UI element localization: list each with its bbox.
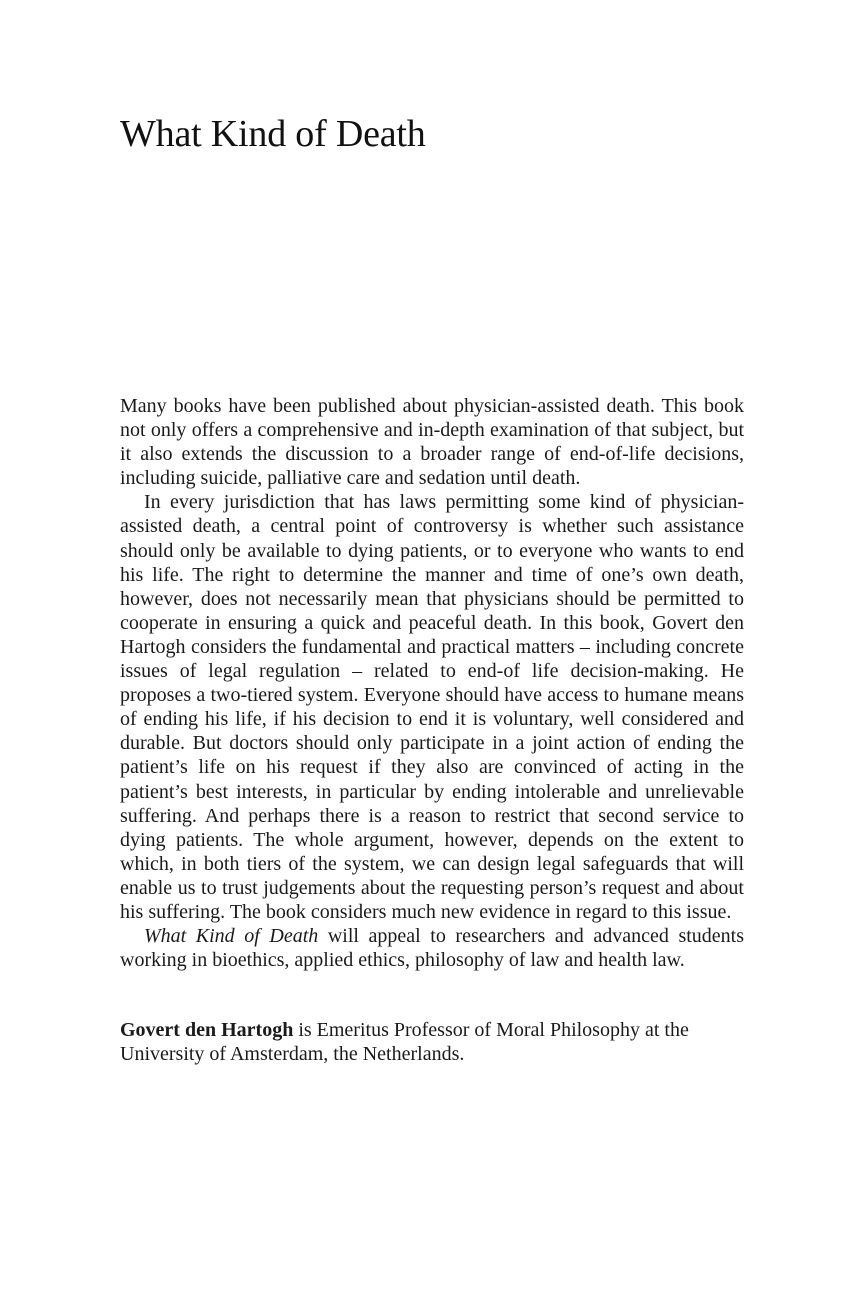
description-paragraph-3	[120, 924, 744, 972]
book-title: What Kind of Death	[120, 113, 426, 155]
author-note	[120, 1018, 744, 1066]
italic-book-title: What Kind of Death	[144, 925, 319, 948]
author-name: Govert den Hartogh	[120, 1019, 294, 1041]
description-paragraph-1: Many books have been published about physician-assisted death. This book not only offers a comprehensive and in-depth examination of that subject, but it also extends the discussion to a broader range of end-of-life decisions, including suicide, palliative care and sedation until death.	[120, 395, 744, 490]
description-paragraph-3-text: will appeal to researchers and advanced students working in bioethics, applied ethics, philosophy of law and health law.	[120, 925, 744, 972]
author-bio: is Emeritus Professor of Moral Philosophy at the University of Amsterdam, the Netherlands.	[120, 1019, 689, 1066]
book-description	[120, 394, 744, 972]
description-paragraph-2: In every jurisdiction that has laws permitting some kind of physician-assisted death, a central point of controversy is whether such assistance should only be available to dying patients, or to everyone who wants to end his life. The right to determine the manner and time of one’s own death, however, does not necessarily mean that physicians should be permitted to cooperate in ensuring a quick and peaceful death. In this book, Govert den Hartogh considers the fundamental and practical matters – including concrete issues of legal regulation – related to end-of life decision-making. He proposes a two-tiered system. Everyone should have access to humane means of ending his life, if his decision to end it is voluntary, well considered and durable. But doctors should only participate in a joint action of ending the patient’s life on his request if they also are convinced of acting in the patient’s best interests, in particular by ending intolerable and unrelievable suffering. And perhaps there is a reason to restrict that second service to dying patients. The whole argument, however, depends on the extent to which, in both tiers of the system, we can design legal safeguards that will enable us to trust judgements about the requesting person’s request and about his suffering. The book considers much new evidence in regard to this issue.	[120, 491, 744, 923]
